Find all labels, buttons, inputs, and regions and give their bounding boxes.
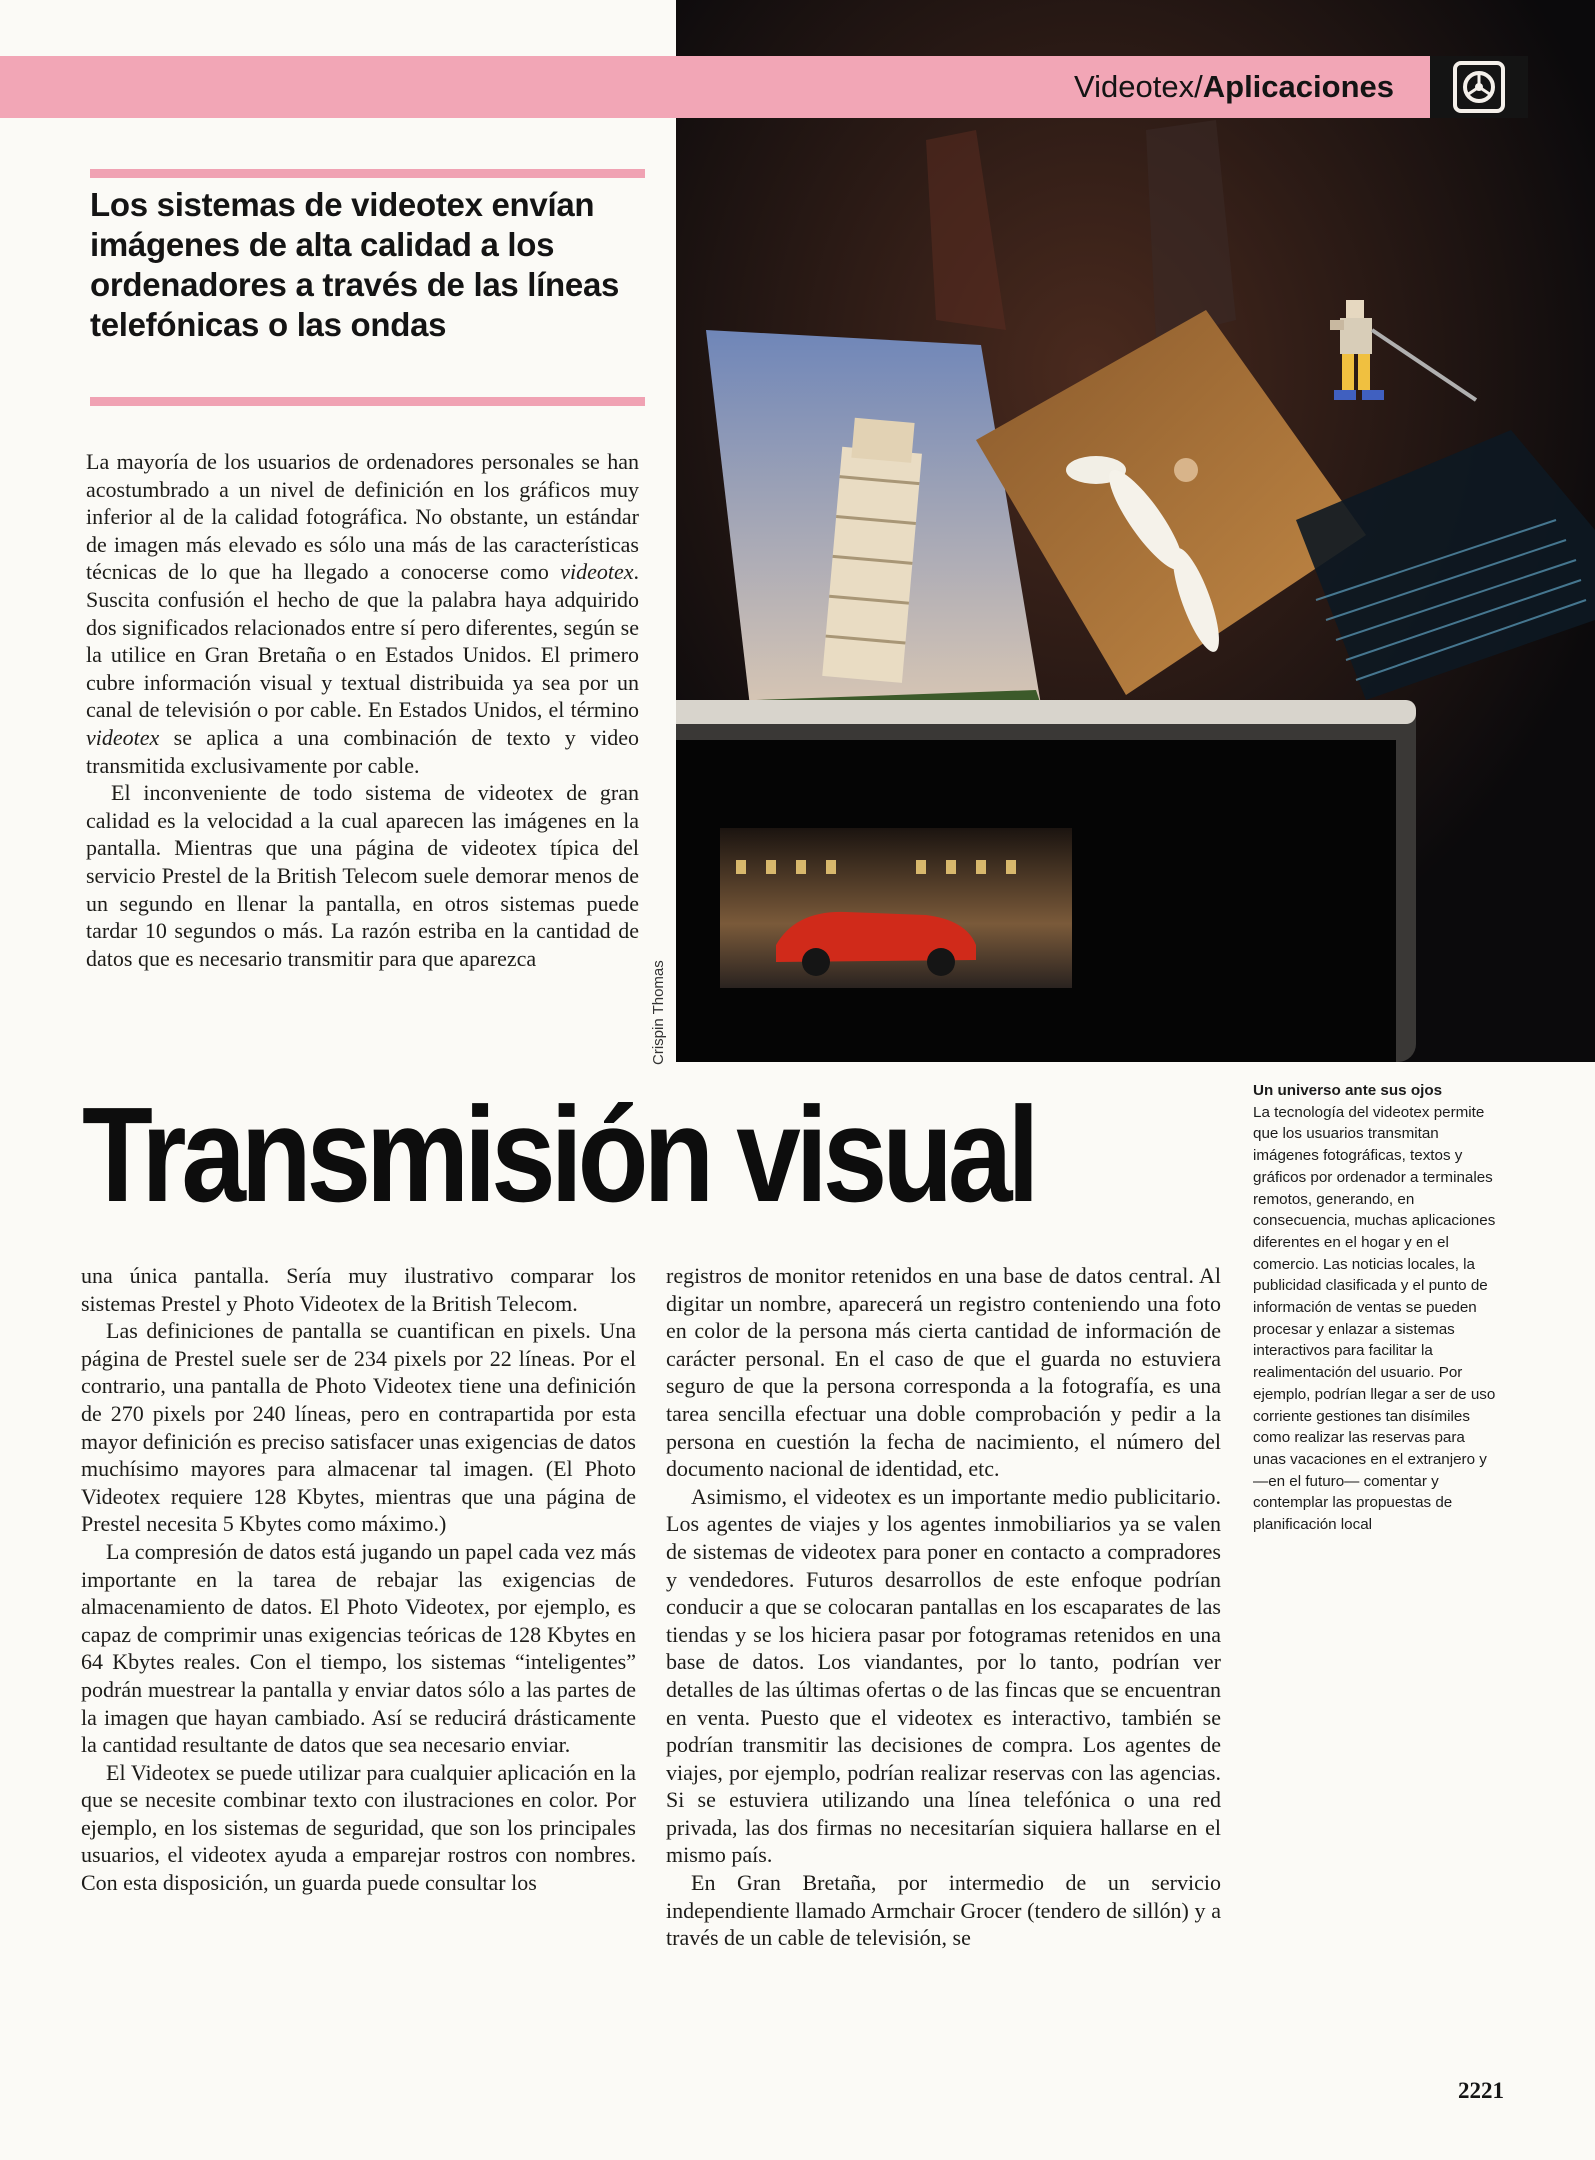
body-paragraph: registros de monitor retenidos en una base de datos central. Al digitar un nombre, aparecerá un registro conteniendo una foto en color de la persona más cierta cantidad de información de carácter personal. En el caso de que el guarda no estuviera seguro de que la persona corresponda a la fotografía, es una tarea sencilla efectuar una doble comprobación y pedir a la persona en cuestión la fecha de nacimiento, el número del documento nacional de identidad, etc. [666, 1263, 1221, 1482]
body-paragraph: Las definiciones de pantalla se cuantifican en pixels. Una página de Prestel suele ser de 234 pixels por 22 líneas. Por el contrario, una pantalla de Photo Videotex tiene una definición de 270 pixels por 240 líneas, pero en contrapartida por esta mayor definición es preciso satisfacer unas exigencias de datos muchísimo mayores para almacenar tal imagen. (El Photo Videotex requiere 128 Kbytes, mientras que una página de Prestel necesita 5 Kbytes como máximo.) [81, 1318, 636, 1537]
photo-caption [1253, 1080, 1498, 1536]
intro-paragraph-2: El inconveniente de todo sistema de videotex de gran calidad es la velocidad a la cual aparecen las imágenes en la pantalla. Mientras que una página de videotex típica del servicio Prestel de la British Telecom suele demorar menos de un segundo en llenar la pantalla, en otros sistemas puede tardar 10 segundos o más. La razón estriba en la cantidad de datos que es necesario transmitir para que aparezca [86, 780, 639, 971]
article-deck: Los sistemas de videotex envían imágenes de alta calidad a los ordenadores a través de las líneas telefónicas o las ondas [90, 186, 620, 343]
body-column-1 [81, 1262, 636, 1897]
body-paragraph: En Gran Bretaña, por intermedio de un servicio independiente llamado Armchair Grocer (tendero de sillón) y a través de un cable de televisión, se [666, 1870, 1221, 1951]
section-header [0, 56, 1430, 118]
deck-rule-bottom [90, 397, 645, 406]
caption-text: La tecnología del videotex permite que los usuarios transmitan imágenes fotográficas, textos y gráficos por ordenador a terminales remotos, generando, en consecuencia, muchas aplicaciones diferentes en el hogar y en el comercio. Las noticias locales, la publicidad clasificada y el punto de información de ventas se pueden procesar y enlazar a sistemas interactivos para facilitar la realimentación del usuario. Por ejemplo, podrían llegar a ser de uso corriente gestiones tan disímiles como realizar las reservas para unas vacaciones en el extranjero y —en el futuro— comentar y contemplar las propuestas de planificación local [1253, 1103, 1496, 1534]
body-column-2 [666, 1262, 1221, 1952]
article-title: Transmisión visual [82, 1079, 1035, 1230]
term-videotex: videotex [86, 724, 160, 750]
deck-rule-top [90, 169, 645, 178]
body-paragraph: El Videotex se puede utilizar para cualquier aplicación en la que se necesite combinar texto con ilustraciones en color. Por ejemplo, en los sistemas de seguridad, que son los principales usuarios, el videotex ayuda a emparejar rostros con nombres. Con esta disposición, un guarda puede consultar los [81, 1759, 636, 1896]
collage-illustration [676, 0, 1595, 1062]
steering-wheel-icon [1452, 60, 1506, 114]
body-paragraph: Asimismo, el videotex es un importante medio publicitario. Los agentes de viajes y los agentes inmobiliarios ya se valen de sistemas de videotex para poner en contacto a compradores y vendedores. Futuros desarrollos de este enfoque podrían conducir a que se colocaran pantallas en los escaparates de las tiendas y se los hiciera pasar por fotogramas retenidos en una base de datos. Los viandantes, por lo tanto, podrían ver detalles de las últimas ofertas o de las fincas que se encuentran en venta. Puesto que el videotex es interactivo, también se podrían transmitir las decisiones de compra. Los agentes de viajes, por ejemplo, podrían realizar reservas con las agencias. Si se estuviera utilizando una línea telefónica o una red privada, las dos firmas no necesitarían siquiera hallarse en el mismo país. [666, 1483, 1221, 1868]
term-videotex: videotex [560, 559, 634, 585]
subsection-label: Aplicaciones [1202, 69, 1394, 104]
photo-credit: Crispin Thomas [650, 960, 667, 1065]
body-paragraph: La compresión de datos está jugando un papel cada vez más importante en la tarea de rebajar las exigencias de almacenamiento de datos. El Photo Videotex, por ejemplo, es capaz de comprimir unas exigencias teóricas de 128 Kbytes en 64 Kbytes reales. Con el tiempo, los sistemas “inteligentes” podrán muestrear la pantalla y enviar datos sólo a las partes de la imagen que hayan cambiado. Así se reducirá drásticamente la cantidad resultante de datos que sea necesario enviar. [81, 1538, 636, 1758]
monitor-illustration [676, 700, 1416, 1062]
section-label: Videotex/ [1074, 69, 1203, 104]
photo-collage [676, 0, 1595, 1062]
body-paragraph: una única pantalla. Sería muy ilustrativo comparar los sistemas Prestel y Photo Videotex de la British Telecom. [81, 1263, 636, 1316]
caption-title: Un universo ante sus ojos [1253, 1082, 1443, 1099]
intro-paragraph-1: La mayoría de los usuarios de ordenadores personales se han acostumbrado a un nivel de definición en los gráficos muy inferior al de la calidad fotográfica. No obstante, un estándar de imagen más elevado es sólo una más de las características técnicas de lo que ha llegado a conocerse como videotex. Suscita confusión el hecho de que la palabra haya adquirido dos significados relacionados entre sí pero diferentes, según se la utilice en Gran Bretaña o en Estados Unidos. El primero cubre información visual y textual distribuida ya sea por un canal de televisión o por cable. En Estados Unidos, el término videotex se aplica a una combinación de texto y video transmitida exclusivamente por cable. [86, 449, 639, 778]
page-number: 2221 [1458, 2078, 1504, 2103]
series-logo [1430, 56, 1528, 118]
intro-column [86, 448, 639, 972]
